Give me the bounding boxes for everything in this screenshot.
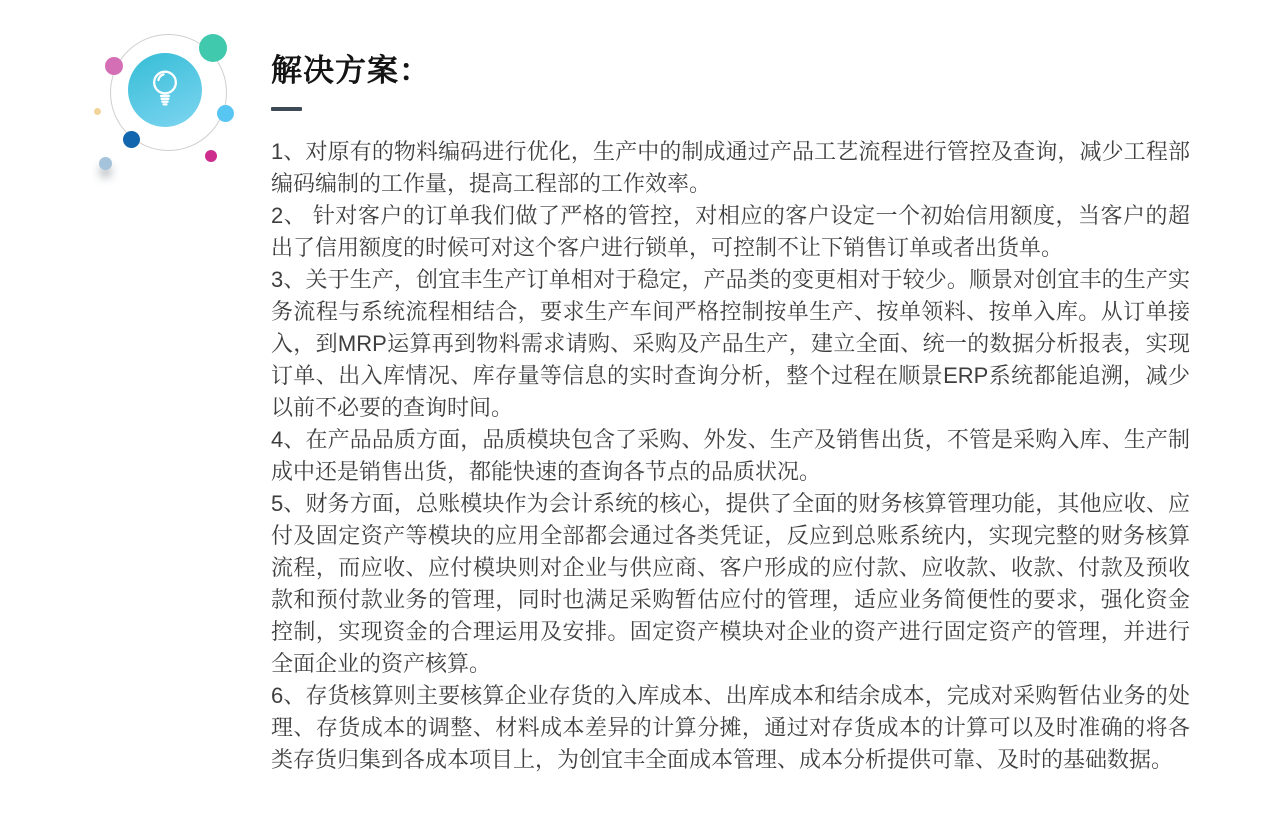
- solution-item-2: 2、 针对客户的订单我们做了严格的管控，对相应的客户设定一个初始信用额度，当客户的超出了信用额度的时候可对这个客户进行锁单，可控制不让下销售订单或者出货单。: [271, 203, 1190, 260]
- solution-item-5: 5、财务方面，总账模块作为会计系统的核心，提供了全面的财务核算管理功能，其他应收、应付及固定资产等模块的应用全部都会通过各类凭证，反应到总账系统内，实现完整的财务核算流程，而应收、应付模块则对企业与供应商、客户形成的应付款、应收款、收款、付款及预收款和预付款业务的管理，同时也满足采购暂估应付的管理，适应业务简便性的要求，强化资金控制，实现资金的合理运用及安排。固定资产模块对企业的资产进行固定资产的管理，并进行全面企业的资产核算。: [271, 491, 1190, 676]
- solution-item-4: 4、在产品品质方面，品质模块包含了采购、外发、生产及销售出货，不管是采购入库、生产制成中还是销售出货，都能快速的查询各节点的品质状况。: [271, 427, 1190, 484]
- dot-darkblue-icon: [123, 131, 140, 148]
- dot-yellow-icon: [94, 108, 101, 115]
- dot-steel-icon: [99, 157, 112, 170]
- lightbulb-decoration: [0, 0, 260, 200]
- title-underline: [271, 107, 302, 111]
- dot-sky-icon: [217, 105, 234, 122]
- lightbulb-icon: [142, 65, 188, 115]
- dot-teal-icon: [199, 34, 227, 62]
- solution-section: [271, 55, 1190, 776]
- page-title: 解决方案：: [271, 53, 431, 88]
- solution-text: [271, 136, 1190, 776]
- lightbulb-circle: [128, 53, 202, 127]
- solution-item-1: 1、对原有的物料编码进行优化，生产中的制成通过产品工艺流程进行管控及查询，减少工程部编码编制的工作量，提高工程部的工作效率。: [271, 139, 1190, 196]
- solution-item-3: 3、关于生产，创宜丰生产订单相对于稳定，产品类的变更相对于较少。顺景对创宜丰的生产实务流程与系统流程相结合，要求生产车间严格控制按单生产、按单领料、按单入库。从订单接入，到MRP运算再到物料需求请购、采购及产品生产，建立全面、统一的数据分析报表，实现订单、出入库情况、库存量等信息的实时查询分析，整个过程在顺景ERP系统都能追溯，减少以前不必要的查询时间。: [271, 267, 1190, 420]
- dot-magenta-icon: [205, 150, 217, 162]
- dot-pink-icon: [105, 57, 123, 75]
- solution-item-6: 6、存货核算则主要核算企业存货的入库成本、出库成本和结余成本，完成对采购暂估业务的处理、存货成本的调整、材料成本差异的计算分摊，通过对存货成本的计算可以及时准确的将各类存货归集到各成本项目上，为创宜丰全面成本管理、成本分析提供可靠、及时的基础数据。: [271, 683, 1190, 772]
